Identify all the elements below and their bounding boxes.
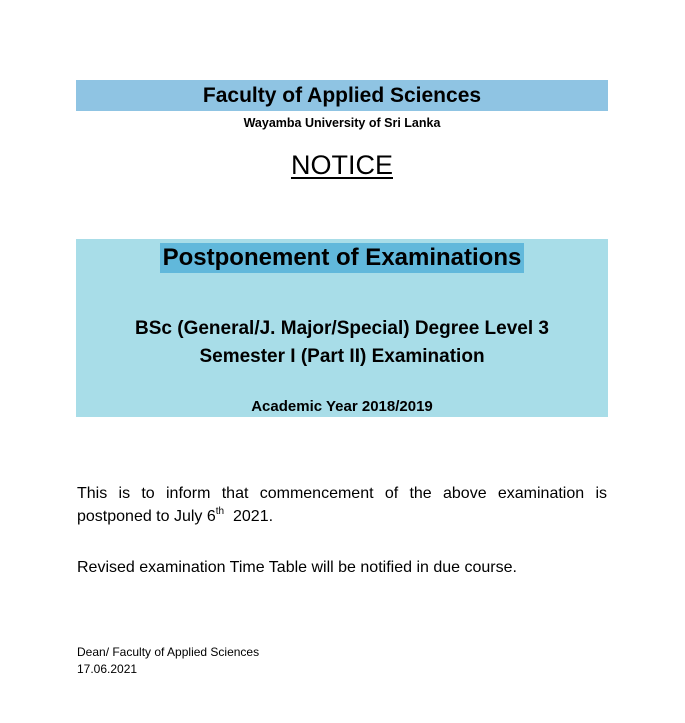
notice-heading: NOTICE <box>290 150 393 180</box>
semester-title: Semester I (Part II) Examination <box>199 346 485 367</box>
degree-title: BSc (General/J. Major/Special) Degree Level 3 <box>135 318 549 339</box>
paragraph-text: This is to inform that commencement of the above examination is postponed to July 6 <box>77 485 607 525</box>
academic-year: Academic Year 2018/2019 <box>251 398 433 415</box>
signoff-date: 17.06.2021 <box>77 662 138 676</box>
revised-timetable-note: Revised examination Time Table will be notified in due course. <box>77 559 517 576</box>
postponement-paragraph <box>77 482 607 528</box>
paragraph-year: 2021. <box>224 508 274 525</box>
signoff-block <box>77 644 477 678</box>
signoff-author: Dean/ Faculty of Applied Sciences <box>77 645 260 659</box>
university-name: Wayamba University of Sri Lanka <box>243 116 441 130</box>
faculty-title: Faculty of Applied Sciences <box>202 84 482 107</box>
announcement-headline: Postponement of Examinations <box>160 243 525 273</box>
headline-container <box>76 243 608 273</box>
ordinal-suffix: th <box>215 506 225 517</box>
